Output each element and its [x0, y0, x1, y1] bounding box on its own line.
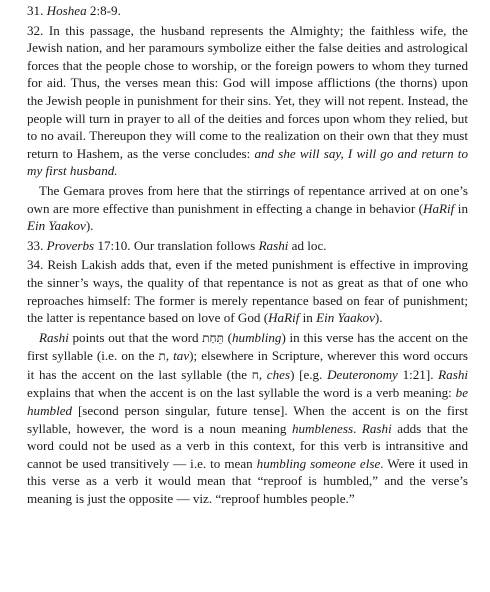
- footnote-34: [27, 256, 468, 326]
- text-segment: 1:21].: [397, 366, 439, 382]
- text-segment: 34. Reish Lakish adds that, even if the meted punishment is effective in improving the sinner’s ways, the quality of that repentance is not as great as that of one who reproaches himself: The former is merely repentance based on fear of punishment; the latter is repentance based on love of God (: [27, 257, 468, 326]
- italic-text: Ein Yaakov: [316, 310, 375, 326]
- text-segment: adds that the word could not be used as a verb in this context, for this verb is intransitive and cannot be used transitively — i.e. to mean: [27, 420, 468, 471]
- text-segment: explains that when the accent is on the last syllable the word is a verb meaning:: [27, 385, 456, 401]
- text-segment: ,: [258, 366, 267, 382]
- footnote-31: [27, 2, 468, 20]
- footnote-33: [27, 237, 468, 255]
- text-segment: [second person singular, future tense]. When the accent is on the first syllable, however, the word is a noun meaning: [27, 403, 468, 436]
- text-segment: 2:8-9.: [86, 3, 121, 18]
- hebrew-text: תֵּחַת: [202, 330, 224, 345]
- italic-text: Rashi: [258, 237, 289, 253]
- text-segment: in: [299, 310, 317, 326]
- footnote-34-continuation: [27, 329, 468, 508]
- italic-text: Hoshea: [46, 3, 87, 18]
- footnote-32-continuation: [27, 182, 468, 235]
- hebrew-text: ת: [158, 349, 166, 364]
- italic-text: HaRif: [423, 200, 455, 216]
- text-segment: . Were it used in this verse as a verb it would mean that “reproof is humbled,” and the verse’s meaning is just the opposite — viz. “reproof humbles people.”: [27, 455, 469, 507]
- text-segment: ) in this verse has the accent on the first syllable (i.e. on the: [27, 329, 468, 364]
- italic-text: Rashi: [361, 420, 392, 436]
- italic-text: be humbled: [27, 385, 468, 419]
- italic-text: and she will say, I will go and return to my first husband.: [27, 145, 468, 179]
- italic-text: Rashi: [39, 329, 69, 345]
- text-segment: 33.: [27, 237, 47, 253]
- text-segment: points out that the word: [68, 329, 203, 345]
- text-segment: ad loc.: [288, 237, 327, 253]
- text-segment: 31.: [27, 3, 47, 18]
- italic-text: Ein Yaakov: [27, 218, 86, 234]
- italic-text: ches: [266, 366, 291, 382]
- italic-text: Rashi: [438, 366, 468, 382]
- text-segment: ).: [85, 218, 94, 234]
- text-segment: ).: [374, 310, 383, 326]
- hebrew-text: ח: [251, 367, 259, 382]
- text-segment: ) [e.g.: [290, 366, 328, 382]
- text-segment: The Gemara proves from here that the stirrings of repentance arrived at on one’s own are more effective than punishment in effecting a change in behavior (: [27, 182, 468, 216]
- text-segment: 32. In this passage, the husband represents the Almighty; the faithless wife, the Jewish nation, and her paramours symbolize either the false deities and astrological forces that the people chose to worship, or the foreign powers to whom they turned for aid. Thus, the verses mean this: God will impose afflictions (the thorns) upon the Jewish people in punishment for their sins. Yet, they will not repent. Instead, the people will turn in prayer to all of the deities and forces upon whom they relied, but to no avail. Thereupon they will come to the realization on their own that they must return to Hashem, as the verse concludes:: [27, 22, 468, 161]
- italic-text: humbleness: [291, 420, 354, 436]
- italic-text: humbling someone else: [256, 455, 381, 471]
- text-segment: (: [223, 329, 232, 345]
- italic-text: Deuteronomy: [327, 366, 398, 382]
- italic-text: Proverbs: [46, 237, 95, 253]
- text-segment: ); elsewhere in Scripture, wherever this word occurs it has the accent on the last syllable (the: [27, 348, 469, 382]
- text-segment: in: [454, 200, 468, 216]
- text-segment: .: [353, 420, 362, 436]
- italic-text: humbling: [232, 329, 282, 345]
- italic-text: HaRif: [268, 310, 300, 326]
- italic-text: tav: [173, 348, 190, 364]
- text-segment: 17:10. Our translation follows: [94, 237, 259, 253]
- footnote-32: [27, 22, 468, 180]
- text-segment: ,: [165, 348, 174, 364]
